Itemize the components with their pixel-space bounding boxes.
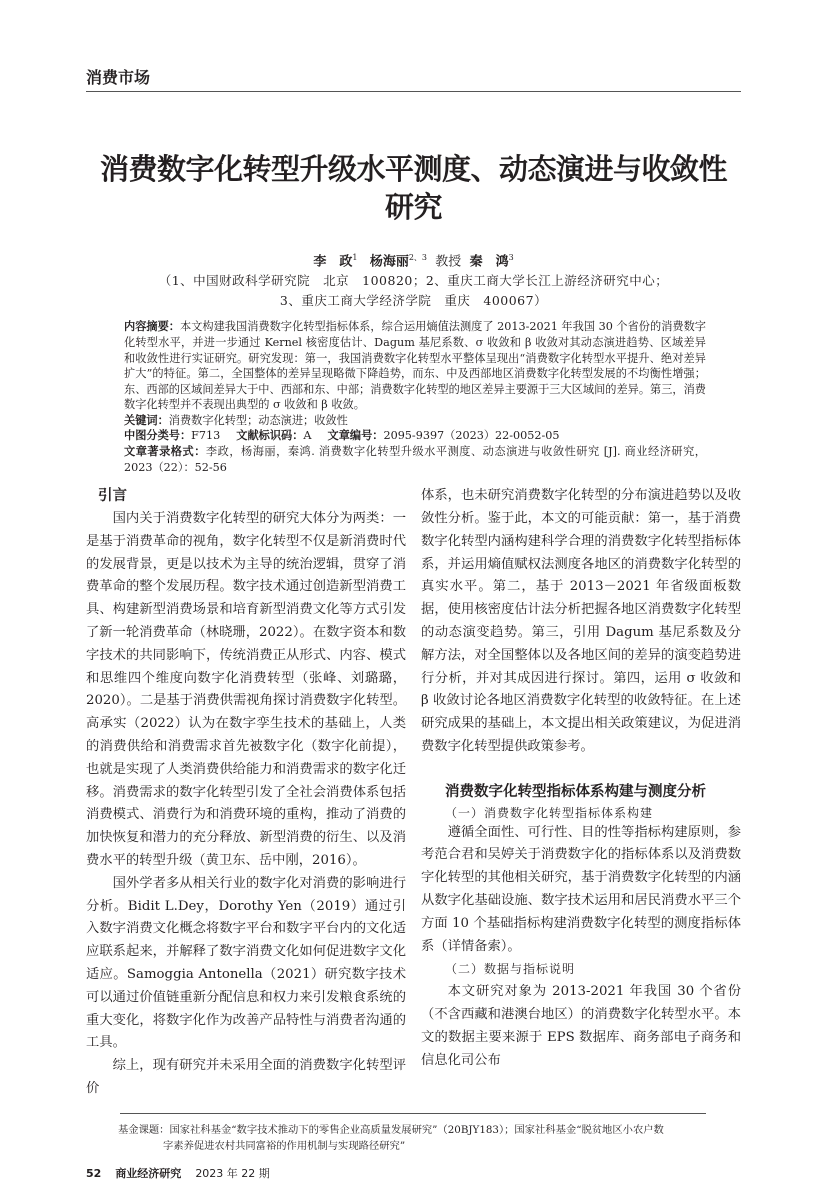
page-footer [86,1166,741,1182]
author-name: 秦 鸿 [469,254,509,270]
clc-label: 中图分类号： [124,429,192,443]
classification-row [124,428,706,444]
journal-name: 商业经济研究 [115,1166,182,1180]
issue: 2023 年 22 期 [195,1166,270,1180]
left-column [86,485,406,1101]
right-column [421,485,741,1101]
citation-text: 李政，杨海丽，秦鸿. 消费数字化转型升级水平测度、动态演进与收敛性研究 [J]. 商业经济研究，2023（22）：52-56 [124,445,706,474]
doc-code-label: 文献标识码： [236,429,304,443]
section-label: 消费市场 [86,68,151,87]
paragraph: 国外学者多从相关行业的数字化对消费的影响进行分析。Bidit L.Dey，Dorothy Yen（2019）通过引入数字消费文化概念将数字平台和数字平台内的文化适应联系起来，并解释了数字消费文化如何促进数字文化适应。Samoggia Antonella（2021）研究数字技术可以通过价值链重新分配信息和权力来引发粮食系统的重大变化，将数字化作为改善产品特性与消费者沟通的工具。 [86,875,406,1051]
fund-footnote [118,1122,741,1154]
author-name: 杨海丽 [369,254,409,270]
fund-text: 字素养促进农村共同富裕的作用机制与实现路径研究” [163,1139,406,1152]
citation-label: 文章著录格式： [124,445,206,459]
author-title: 教授 [435,254,462,270]
page-number: 52 [86,1166,102,1180]
keywords-label: 关键词： [124,413,169,427]
article-no-label: 文章编号： [327,429,384,443]
fund-text: 国家社科基金“数字技术推动下的零售企业高质量发展研究”（20BJY183）；国家社科基金“脱贫地区小农户数 [169,1123,664,1136]
paragraph: 体系，也未研究消费数字化转型的分布演进趋势以及收敛性分析。鉴于此，本文的可能贡献：第一，基于消费数字化转型内涵构建科学合理的消费数字化转型指标体系，并运用熵值赋权法测度各地区的消费数字化转型的真实水平。第二，基于 2013－2021 年省级面板数据，使用核密度估计法分析把握各地区消费数字化转型的动态演变趋势。第三，引用 Dagum 基尼系数及分解方法，对全国整体以及各地区间的差异的演变趋势进行分析，并对其成因进行探讨。第四，运用 σ 收敛和 β 收敛讨论各地区消费数字化转型的收敛特征。在上述研究成果的基础上，本文提出相关政策建议，为促进消费数字化转型提供政策参考。 [421,488,741,755]
author-name: 李 政 [313,254,353,270]
paragraph: 本文研究对象为 2013-2021 年我国 30 个省份（不含西藏和港澳台地区）的消费数字化转型水平。本文的数据主要来源于 EPS 数据库、商务部电子商务和信息化司公布 [421,984,741,1068]
abstract-label: 内容摘要： [124,320,180,334]
affiliation-line: 3、重庆工商大学经济学院 重庆 400067） [279,293,548,309]
body-columns [86,485,741,1101]
abstract-block [124,319,706,475]
doc-code-value: A [303,429,312,443]
author-sup: 2、3 [408,253,428,262]
intro-heading: 引言 [98,488,127,505]
section-heading: 消费数字化转型指标体系构建与测度分析 [445,783,706,800]
header-rule [86,91,741,92]
author-sup: 3 [508,253,514,262]
authors [86,248,741,271]
keywords: 消费数字化转型；动态演进；收敛性 [168,413,348,427]
author-sup: 1 [352,253,358,262]
paragraph: 综上，现有研究并未采用全面的消费数字化转型评价 [86,1058,406,1096]
paragraph: 遵循全面性、可行性、目的性等指标构建原则，参考范合君和吴婷关于消费数字化的指标体系以及消费数字化转型的其他相关研究，基于消费数字化转型的内涵从数字化基础设施、数字技术运用和居民消费水平三个方面 10 个基础指标构建消费数字化转型的测度指标体系（详情备索）。 [421,824,741,954]
subsection-heading: （二）数据与指标说明 [445,962,576,977]
paragraph: 国内关于消费数字化转型的研究大体分为两类：一是基于消费革命的视角，数字化转型不仅是新消费时代的发展背景，更是以技术为主导的统治逻辑，贯穿了消费革命的整个发展历程。数字技术通过创造新型消费工具、构建新型消费场景和培育新型消费文化等方式引发了新一轮消费革命（林晓珊，2022）。在数字资本和数字技术的共同影响下，传统消费正从形式、内容、模式和思维四个维度向数字化消费转型（张峰、刘璐璐，2020）。二是基于消费供需视角探讨消费数字化转型。高承实（2022）认为在数字孪生技术的基础上，人类的消费供给和消费需求首先被数字化（数字化前提），也就是实现了人类消费供给能力和消费需求的数字化迁移。消费需求的数字化转型引发了全社会消费体系包括消费模式、消费行为和消费环境的重构，推动了消费的加快恢复和潜力的充分释放、新型消费的衍生、以及消费水平的转型升级（黄卫东、岳中刚，2016）。 [86,511,406,869]
article-title: 消费数字化转型升级水平测度、动态演进与收敛性研究 [99,152,727,224]
abstract-text: 本文构建我国消费数字化转型指标体系，综合运用熵值法测度了 2013-2021 年我国 30 个省份的消费数字化转型水平，并进一步通过 Kernel 核密度估计、Dagum 基尼系数、σ 收敛和 β 收敛对其动态演进趋势、区域差异和收敛性进行实证研究。研究发现：第一，我国消费数字化转型水平整体呈现出“消费数字化转型水平提升、绝对差异扩大”的特征。第二，全国整体的差异呈现略微下降趋势，而东、中及西部地区消费数字化转型发展的不均衡性增强；东、西部的区域间差异大于中、西部和东、中部；消费数字化转型的地区差异主要源于三大区域间的差异。第三，消费数字化转型并不表现出典型的 σ 收敛和 β 收敛。 [124,320,706,412]
fund-label: 基金课题： [118,1123,170,1136]
footnote-rule [120,1113,706,1114]
clc-value: F713 [191,429,221,443]
subsection-heading: （一）消费数字化转型指标体系构建 [445,805,654,820]
article-no-value: 2095-9397（2023）22-0052-05 [383,429,560,443]
affiliation-line: （1、中国财政科学研究院 北京 100820；2、重庆工商大学长江上游经济研究中心； [158,273,669,289]
